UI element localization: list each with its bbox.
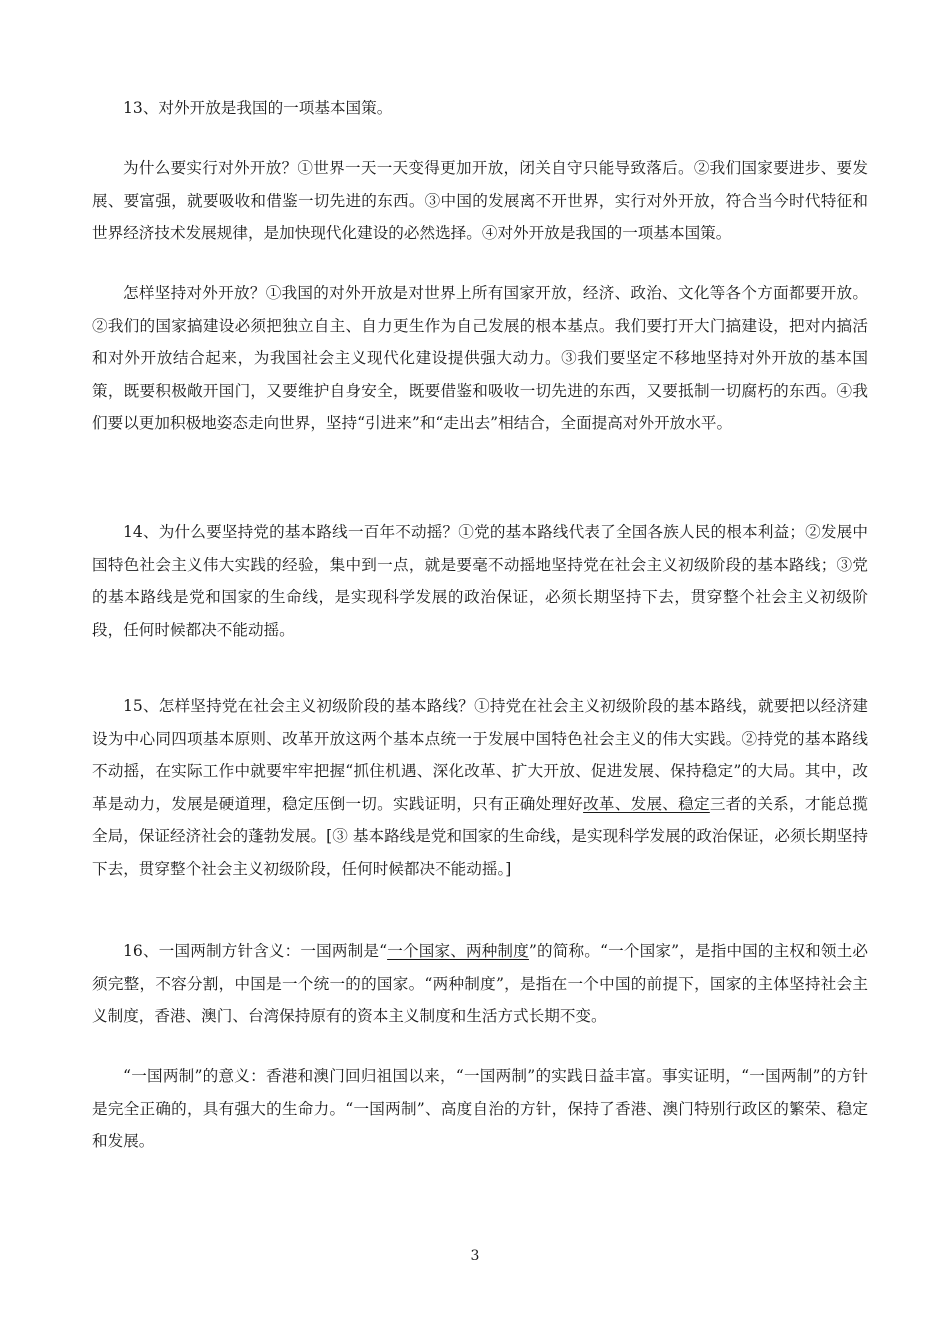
section-16-paragraph [92,935,868,1033]
section-13-why-paragraph: 为什么要实行对外开放？①世界一天一天变得更加开放，闭关自守只能导致落后。②我们国家要进步、要发展、要富强，就要吸收和借鉴一切先进的东西。③中国的发展离不开世界，实行对外开放，符合当今时代特征和世界经济技术发展规律，是加快现代化建设的必然选择。④对外开放是我国的一项基本国策。 [92,159,868,242]
section-16-text-part1: 16、一国两制方针含义：一国两制是“ [123,942,388,960]
section-15-text-part1: 15、怎样坚持党在社会主义初级阶段的基本路线？①持党在社会主义初级阶段的基本路线，就要把以经济建设为中心同四项基本原则、改革开放这两个基本点统一于发展中国特色社会主义的伟大实践。②持党的基本路线不动摇，在实际工作中就要牢牢把握“抓住机遇、深化改革、扩大开放、促进发展、保持稳定”的大局。其中，改革是动力，发展是硬道理，稳定压倒一切。实践证明，只有正确处理好 [92,697,868,813]
page-number: 3 [470,1248,480,1264]
section-15-paragraph [92,690,868,885]
section-16-significance-paragraph: “一国两制”的意义：香港和澳门回归祖国以来，“一国两制”的实践日益丰富。事实证明，“一国两制”的方针是完全正确的，具有强大的生命力。“一国两制”、高度自治的方针，保持了香港、澳门特别行政区的繁荣、稳定和发展。 [92,1067,868,1150]
section-15-underlined-phrase: 改革、发展、稳定 [583,794,710,813]
section-13-heading: 13、对外开放是我国的一项基本国策。 [123,99,393,117]
section-16-text-part2: ”的简称。“一个国家”，是指中国的主权和领土必须完整，不容分割，中国是一个统一的的国家。“两种制度”，是指在一个中国的前提下，国家的主体坚持社会主义制度，香港、澳门、台湾保持原有的资本主义制度和生活方式长期不变。 [92,942,868,1025]
section-13-how-paragraph: 怎样坚持对外开放？①我国的对外开放是对世界上所有国家开放，经济、政治、文化等各个方面都要开放。②我们的国家搞建设必须把独立自主、自力更生作为自己发展的根本基点。我们要打开大门搞建设，把对内搞活和对外开放结合起来，为我国社会主义现代化建设提供强大动力。③我们要坚定不移地坚持对外开放的基本国策，既要积极敞开国门，又要维护自身安全，既要借鉴和吸收一切先进的东西，又要抵制一切腐朽的东西。④我们要以更加积极地姿态走向世界，坚持“引进来”和“走出去”相结合，全面提高对外开放水平。 [92,284,868,432]
section-16-underlined-phrase: 一个国家、两种制度 [387,942,529,960]
section-14-paragraph: 14、为什么要坚持党的基本路线一百年不动摇？①党的基本路线代表了全国各族人民的根本利益；②发展中国特色社会主义伟大实践的经验，集中到一点，就是要毫不动摇地坚持党在社会主义初级阶段的基本路线；③党的基本路线是党和国家的生命线，是实现科学发展的政治保证，必须长期坚持下去，贯穿整个社会主义初级阶段，任何时候都决不能动摇。 [92,523,868,639]
section-15-text-part2: 三者的关系，才能总揽全局，保证经济社会的蓬勃发展。[③ 基本路线是党和国家的生命线，是实现科学发展的政治保证，必须长期坚持下去，贯穿整个社会主义初级阶段，任何时候都决不能动摇。] [92,794,868,878]
